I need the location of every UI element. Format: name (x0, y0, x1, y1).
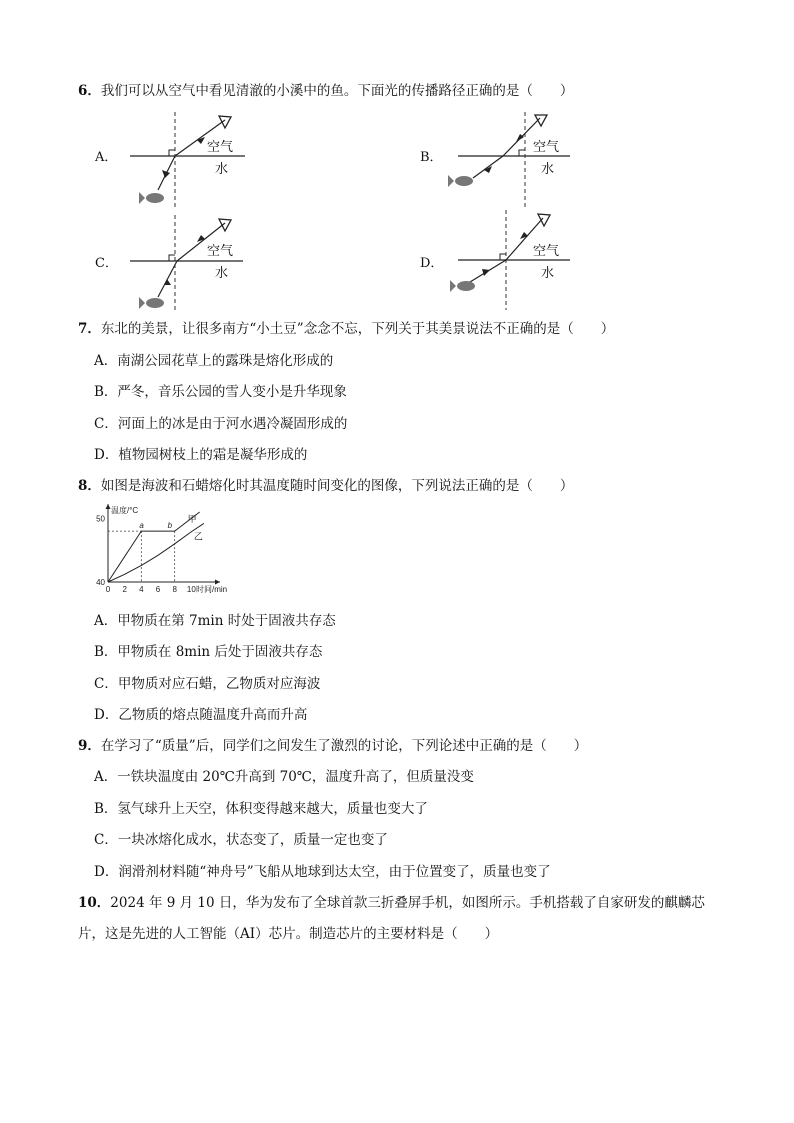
q6-d-water-label: 水 (541, 266, 555, 281)
series-label-乙: 乙 (193, 531, 203, 542)
q9-text: 在学习了“质量”后，同学们之间发生了激烈的讨论，下列论述中正确的是（ ） (100, 738, 588, 754)
q6-b-water-label: 水 (541, 162, 555, 177)
q8-chart (88, 504, 238, 602)
q8-text: 如图是海波和石蜡熔化时其温度随时间变化的图像，下列说法正确的是（ ） (100, 478, 574, 494)
q7-option-d: D．植物园树枝上的霜是凝华形成的 (94, 447, 308, 463)
series-line-乙 (108, 523, 204, 582)
q8-number: 8 (78, 478, 88, 494)
x-tick-label: 8 (172, 585, 177, 594)
y-tick-label: 50 (96, 514, 105, 524)
q7-stem: 7．东北的美景，让很多南方“小土豆”念念不忘，下列关于其美景说法不正确的是（ ） (78, 321, 615, 337)
x-axis-arrow (215, 580, 220, 585)
q8-option-a: A．甲物质在第 7min 时处于固液共存态 (94, 613, 336, 629)
q6-option-b-letter: B． (420, 150, 443, 165)
q9-option-c: C．一块冰熔化成水，状态变了，质量一定也变了 (94, 832, 388, 848)
q6-diagram-d (448, 210, 578, 310)
q7-option-c: C．河面上的冰是由于河水遇冷凝固形成的 (94, 416, 348, 432)
q6-number: 6 (78, 83, 88, 99)
q6-diagram-a (125, 112, 255, 207)
q10-line1: 2024 年 9 月 10 日，华为发布了全球首款三折叠屏手机，如图所示。手机搭载了自家研发的麒麟芯 (110, 895, 705, 911)
x-tick-label: 2 (122, 585, 127, 594)
q9-option-a: A．一铁块温度由 20℃升高到 70℃，温度升高了，但质量没变 (94, 769, 474, 785)
x-axis-label: 时间/min (196, 585, 228, 594)
q6-stem: 6．我们可以从空气中看见清澈的小溪中的鱼。下面光的传播路径正确的是（ ） (78, 83, 574, 99)
q6-diagram-c (125, 215, 255, 310)
q8-stem: 8．如图是海波和石蜡熔化时其温度随时间变化的图像，下列说法正确的是（ ） (78, 478, 574, 494)
q6-b-air-label: 空气 (533, 140, 560, 155)
q6-a-water-label: 水 (215, 162, 229, 177)
q7-number: 7 (78, 321, 88, 337)
point-label-a: a (139, 521, 144, 531)
x-tick-label: 4 (139, 585, 144, 594)
q6-option-d-letter: D． (420, 256, 444, 271)
series-line-甲 (108, 512, 200, 582)
q6-option-c-letter: C． (95, 256, 118, 271)
q7-text: 东北的美景，让很多南方“小土豆”念念不忘，下列关于其美景说法不正确的是（ ） (100, 321, 615, 337)
y-axis-label: 温度/°C (111, 506, 139, 515)
q9-option-b: B．氢气球升上天空，体积变得越来越大，质量也变大了 (94, 801, 428, 817)
q10-line2: 片，这是先进的人工智能（AI）芯片。制造芯片的主要材料是（ ） (78, 926, 499, 942)
q6-option-a-letter: A． (95, 150, 118, 165)
y-axis-arrow (106, 504, 111, 509)
q7-option-a: A．南湖公园花草上的露珠是熔化形成的 (94, 353, 334, 369)
q6-text: 我们可以从空气中看见清澈的小溪中的鱼。下面光的传播路径正确的是（ ） (100, 83, 574, 99)
q7-option-b: B．严冬，音乐公园的雪人变小是升华现象 (94, 384, 347, 400)
x-tick-label: 0 (105, 585, 111, 594)
q8-option-b: B．甲物质在 8min 后处于固液共存态 (94, 644, 323, 660)
q10-stem: 10．2024 年 9 月 10 日，华为发布了全球首款三折叠屏手机，如图所示。手机搭载了自家研发的麒麟芯 (78, 895, 705, 911)
q9-option-d: D．润滑剂材料随“神舟号”飞船从地球到达太空，由于位置变了，质量也变了 (94, 864, 551, 880)
q8-option-c: C．甲物质对应石蜡，乙物质对应海波 (94, 676, 321, 692)
series-label-甲: 甲 (187, 514, 197, 524)
q6-c-water-label: 水 (215, 266, 229, 281)
q6-diagram-b (448, 112, 578, 207)
x-tick-label: 6 (155, 585, 161, 594)
q9-number: 9 (78, 738, 88, 754)
x-tick-label: 10 (186, 585, 196, 594)
q8-option-d: D．乙物质的熔点随温度升高而升高 (94, 707, 308, 723)
q6-a-air-label: 空气 (207, 140, 234, 155)
q6-d-air-label: 空气 (533, 244, 560, 259)
y-tick-label: 40 (96, 578, 105, 587)
q10-number: 10 (78, 895, 97, 911)
q9-stem: 9．在学习了“质量”后，同学们之间发生了激烈的讨论，下列论述中正确的是（ ） (78, 738, 588, 754)
point-label-b: b (167, 521, 173, 531)
q6-c-air-label: 空气 (207, 244, 234, 259)
